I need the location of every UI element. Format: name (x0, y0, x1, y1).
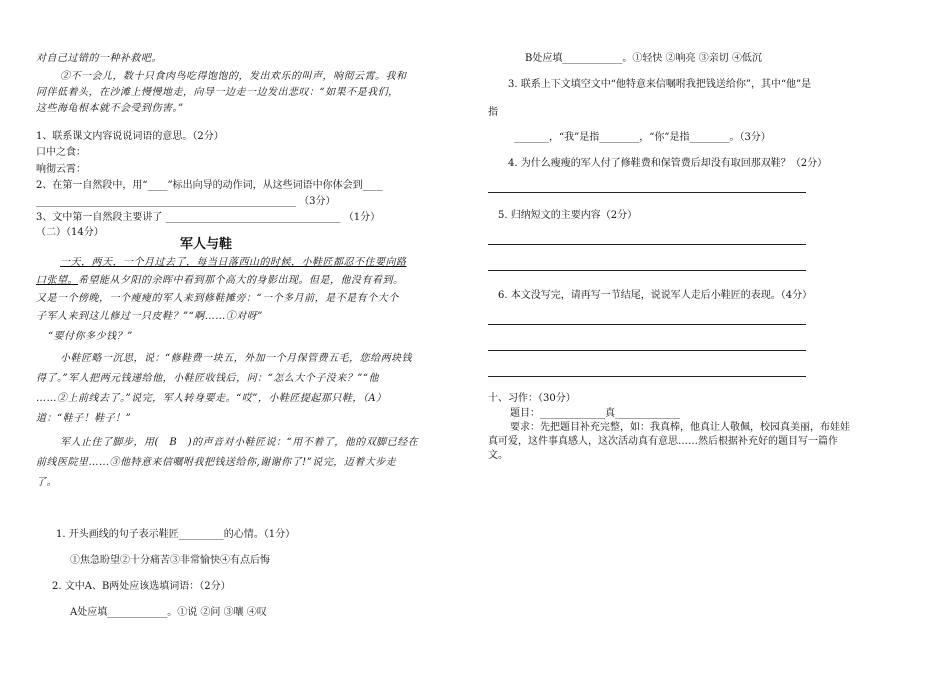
story-line: 子军人来到这儿修过一只皮鞋？”“啊……①对呀” (36, 311, 263, 322)
story-line-underlined: 口张望。 (36, 275, 78, 286)
section-2-heading: （二）（14分） (36, 227, 104, 238)
composition-requirement: 真可爱，这件事真感人，这次活动真有意思……然后根据补充好的题目写一篇作 (488, 436, 838, 447)
question-1: 1、联系课文内容说说词语的意思。（2分） (36, 131, 224, 142)
story-question-1-options: ①焦急盼望②十分痛苦③非常愉快④有点后悔 (70, 555, 270, 566)
composition-title-prompt: 题目：_____________真_____________ (510, 408, 680, 419)
story-question-1: 1. 开头画线的句子表示鞋匠_________的心情。（1分） (56, 529, 296, 540)
answer-line (488, 324, 806, 325)
passage-end-line: 对自己过错的一种补救吧。 (36, 53, 162, 64)
story-question-5: 5. 归纳短文的主要内容（2分） (498, 210, 638, 221)
story-question-2-option-a: A处应填____________。①说 ②问 ③嚷 ④叹 (70, 607, 267, 618)
answer-line (488, 244, 806, 245)
story-line: 前线医院里……③他特意来信嘱咐我把钱送给你,谢谢你了!”说完，迈着大步走 (36, 457, 397, 468)
story-line: 军人止住了脚步，用( B )的声音对小鞋匠说：“用不着了，他的双脚已经在 (60, 437, 419, 448)
answer-line (488, 192, 806, 193)
story-question-3-cont: 指 (488, 107, 498, 118)
question-3: 3、文中第一自然段主要讲了 ___________________________________ （1分） (36, 212, 381, 223)
story-question-6: 6. 本文没写完，请再写一节结尾，说说军人走后小鞋匠的表现。（4分） (498, 290, 813, 301)
story-question-3-blanks: _______，“我”是指________，“你”是指________。（3分） (514, 132, 771, 143)
story-question-2: 2. 文中A、B两处应该选填词语：（2分） (52, 581, 231, 592)
passage-p2-line: 同伴低着头，在沙滩上慢慢地走，向导一边走一边发出悲叹：“如果不是我们， (36, 87, 399, 98)
composition-requirement: 文。 (488, 450, 508, 461)
story-question-4: 4. 为什么瘦瘦的军人付了修鞋费和保管费后却没有取回那双鞋？（2分） (508, 158, 828, 169)
composition-heading: 十、习作：（30分） (488, 393, 576, 404)
question-1-term-a: 口中之食： (36, 147, 86, 158)
answer-line (488, 350, 806, 351)
story-line-underlined: 一天，两天，一个月过去了，每当日落西山的时候，小鞋匠都忍不住要向路 (60, 257, 407, 268)
story-line: 又是一个傍晚，一个瘦瘦的军人来到修鞋摊旁：“一个多月前，是不是有个大个 (36, 293, 399, 304)
story-line: 小鞋匠略一沉思，说：“修鞋费一块五，外加一个月保管费五毛，您给两块钱 (60, 353, 413, 364)
story-line: “要付你多少钱？” (48, 331, 133, 342)
question-1-term-b: 响彻云霄： (36, 164, 86, 175)
story-question-2-option-b: B处应填____________。①轻快 ②响亮 ③亲切 ④低沉 (525, 53, 762, 64)
story-line: 得了。”军人把两元钱递给他，小鞋匠收钱后，问：“怎么大个子没来？”“他 (36, 373, 379, 384)
story-line: 道：“鞋子！鞋子！” (36, 413, 132, 424)
question-2-blank-line: ____________________________________________________ （3分） (36, 196, 336, 207)
story-line: ……②上前线去了。”说完，军人转身要走。“哎”，小鞋匠提起那只鞋，（A） (36, 393, 387, 404)
story-line: 了。 (36, 477, 57, 488)
story-line: 希望能从夕阳的余晖中看到那个高大的身影出现。但是，他没有看到。 (78, 275, 404, 286)
story-title: 军人与鞋 (180, 237, 233, 252)
question-2: 2、在第一自然段中，用“____”标出向导的动作词，从这些词语中你体会到____ (36, 180, 383, 191)
passage-p2-line: ②不一会儿，数十只食肉鸟吃得饱饱的，发出欢乐的叫声，响彻云霄。我和 (60, 71, 407, 82)
passage-p2-line: 这些海龟根本就不会受到伤害。” (36, 103, 184, 114)
story-question-3: 3. 联系上下文填空文中“他特意来信嘱咐我把钱送给你”，其中“他”是 (508, 79, 812, 90)
composition-requirement: 要求：先把题目补充完整，如：我真棒，他真让人敬佩，校园真美丽，布娃娃 (510, 422, 850, 433)
answer-line (488, 270, 806, 271)
answer-line (488, 376, 806, 377)
